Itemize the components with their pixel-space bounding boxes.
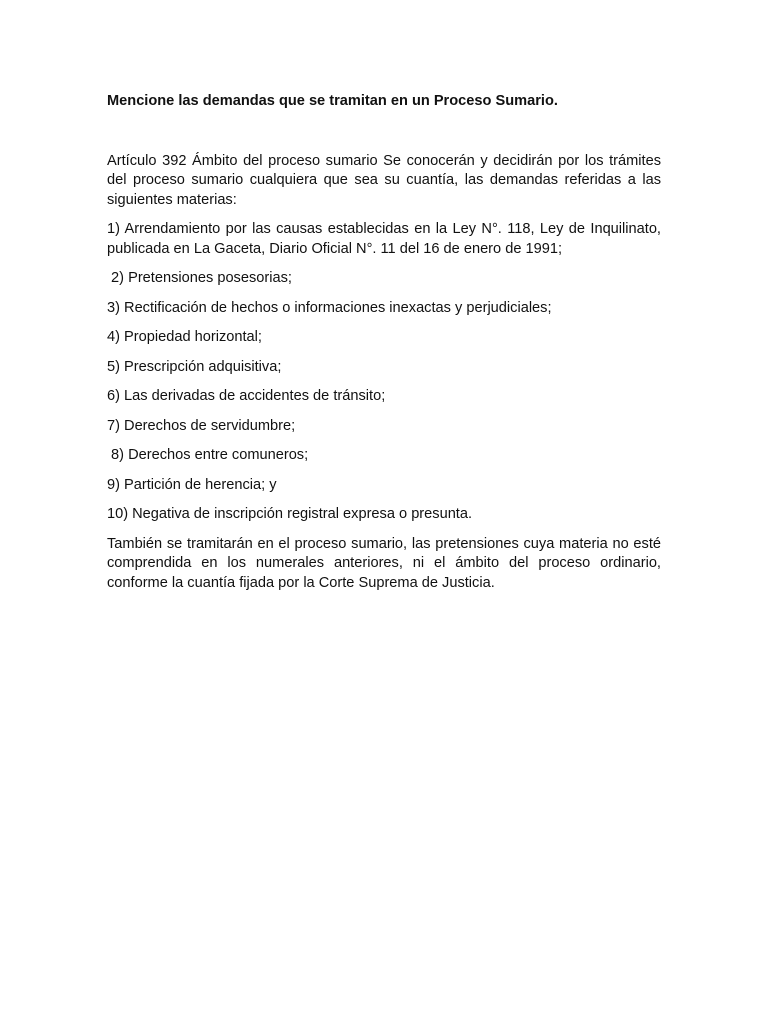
list-item: 5) Prescripción adquisitiva;: [107, 358, 282, 375]
list-item: 9) Partición de herencia; y: [107, 476, 277, 493]
list-item: 3) Rectificación de hechos o informaciones inexactas y perjudiciales;: [107, 299, 552, 316]
document-content: [107, 92, 661, 593]
list-item: 6) Las derivadas de accidentes de tránsito;: [107, 388, 386, 404]
closing-paragraph: También se tramitarán en el proceso sumario, las pretensiones cuya materia no esté comprendida en los numerales anteriores, ni el ámbito del proceso ordinario, conforme la cuantía fijada por la Corte Suprema de Justicia.: [107, 535, 661, 591]
document-title: Mencione las demandas que se tramitan en un Proceso Sumario.: [107, 93, 558, 109]
article-intro: Artículo 392 Ámbito del proceso sumario Se conocerán y decidirán por los trámites del proceso sumario cualquiera que sea su cuantía, las demandas referidas a las siguientes materias:: [107, 152, 661, 208]
list-item: 1) Arrendamiento por las causas establecidas en la Ley N°. 118, Ley de Inquilinato, publicada en La Gaceta, Diario Oficial N°. 11 del 16 de enero de 1991;: [107, 221, 661, 257]
list-item: 2) Pretensiones posesorias;: [107, 270, 292, 286]
list-item: 8) Derechos entre comuneros;: [107, 447, 309, 463]
list-item: 10) Negativa de inscripción registral expresa o presunta.: [107, 506, 473, 522]
list-item: 4) Propiedad horizontal;: [107, 329, 262, 345]
list-item: 7) Derechos de servidumbre;: [107, 417, 296, 434]
